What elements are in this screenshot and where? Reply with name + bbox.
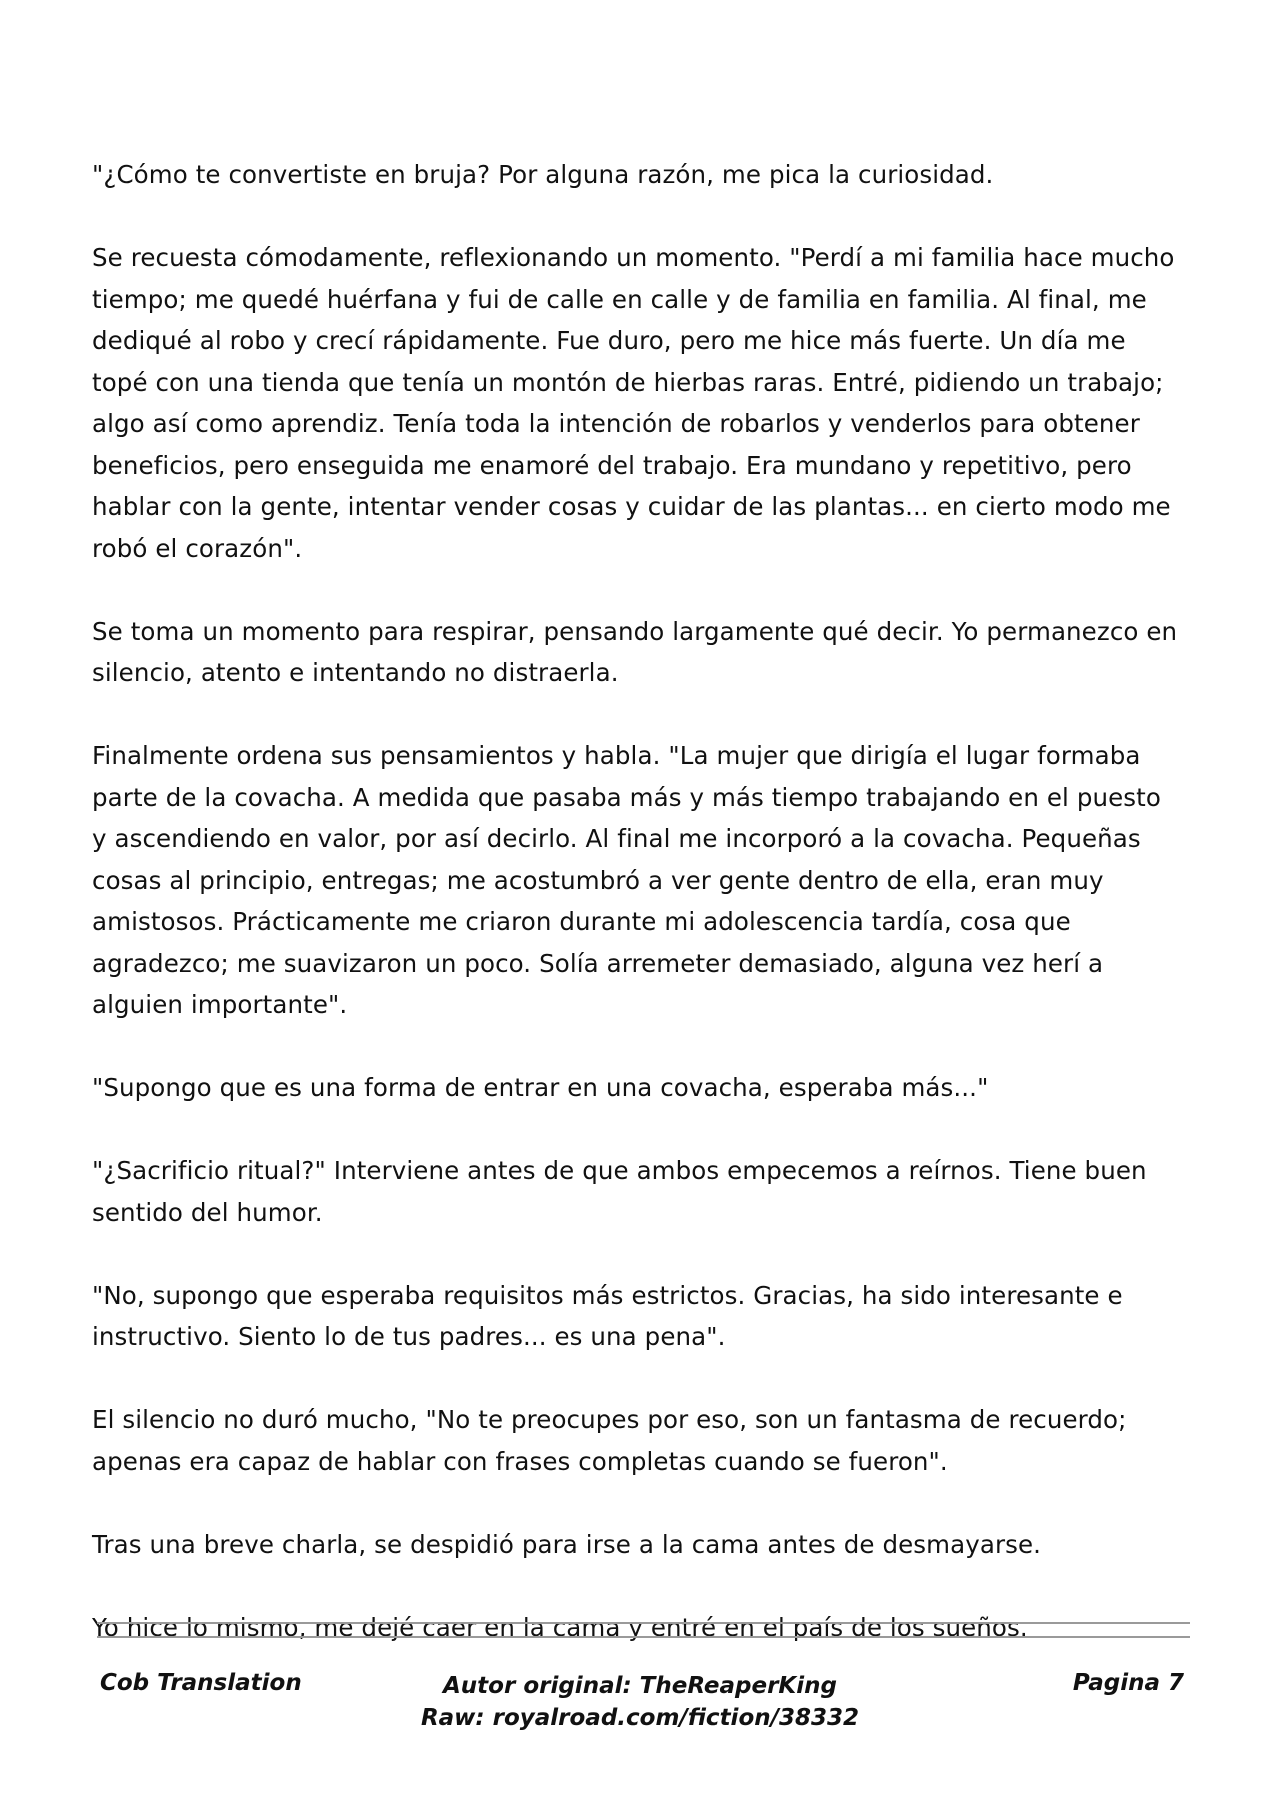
footer-divider-top — [97, 1622, 1190, 1624]
paragraph-8: El silencio no duró mucho, "No te preocupes por eso, son un fantasma de recuerdo; apenas era capaz de hablar con frases completas cuando se fueron". — [92, 1405, 1127, 1476]
page-number: Pagina 7 — [1072, 1670, 1184, 1696]
footer-translator: Cob Translation — [100, 1670, 302, 1696]
footer-raw-source: Raw: royalroad.com/fiction/38332 — [420, 1705, 860, 1731]
footer-original-author: Autor original: TheReaperKing — [443, 1673, 837, 1699]
paragraph-2: Se recuesta cómodamente, reflexionando un momento. "Perdí a mi familia hace mucho tiempo; me quedé huérfana y fui de calle en calle y de familia en familia. Al final, me dediqué al robo y crecí rápidamente. Fue duro, pero me hice más fuerte. Un día me topé con una tienda que tenía un montón de hierbas raras. Entré, pidiendo un trabajo; algo así como aprendiz. Tenía toda la intención de robarlos y venderlos para obtener beneficios, pero enseguida me enamoré del trabajo. Era mundano y repetitivo, pero hablar con la gente, intentar vender cosas y cuidar de las plantas... en cierto modo me robó el corazón". — [92, 243, 1175, 563]
paragraph-1: "¿Cómo te convertiste en bruja? Por alguna razón, me pica la curiosidad. — [92, 160, 994, 189]
paragraph-7: "No, supongo que esperaba requisitos más estrictos. Gracias, ha sido interesante e instructivo. Siento lo de tus padres... es una pena". — [92, 1280, 1123, 1351]
paragraph-6: "¿Sacrificio ritual?" Interviene antes de que ambos empecemos a reírnos. Tiene buen sentido del humor. — [92, 1156, 1147, 1227]
paragraph-4: Finalmente ordena sus pensamientos y habla. "La mujer que dirigía el lugar formaba parte de la covacha. A medida que pasaba más y más tiempo trabajando en el puesto y ascendiendo en valor, por así decirlo. Al final me incorporó a la covacha. Pequeñas cosas al principio, entregas; me acostumbró a ver gente dentro de ella, eran muy amistosos. Prácticamente me criaron durante mi adolescencia tardía, cosa que agradezco; me suavizaron un poco. Solía arremeter demasiado, alguna vez herí a alguien importante". — [92, 741, 1161, 1019]
paragraph-9: Tras una breve charla, se despidió para irse a la cama antes de desmayarse. — [92, 1529, 1042, 1559]
paragraph-10: Yo hice lo mismo, me dejé caer en la cama y entré en el país de los sueños. — [92, 1612, 1028, 1642]
body-text — [92, 154, 1182, 1648]
paragraph-5: "Supongo que es una forma de entrar en una covacha, esperaba más..." — [92, 1073, 989, 1102]
paragraph-3: Se toma un momento para respirar, pensando largamente qué decir. Yo permanezco en silencio, atento e intentando no distraerla. — [92, 616, 1178, 687]
footer-divider-bottom — [97, 1636, 1190, 1638]
